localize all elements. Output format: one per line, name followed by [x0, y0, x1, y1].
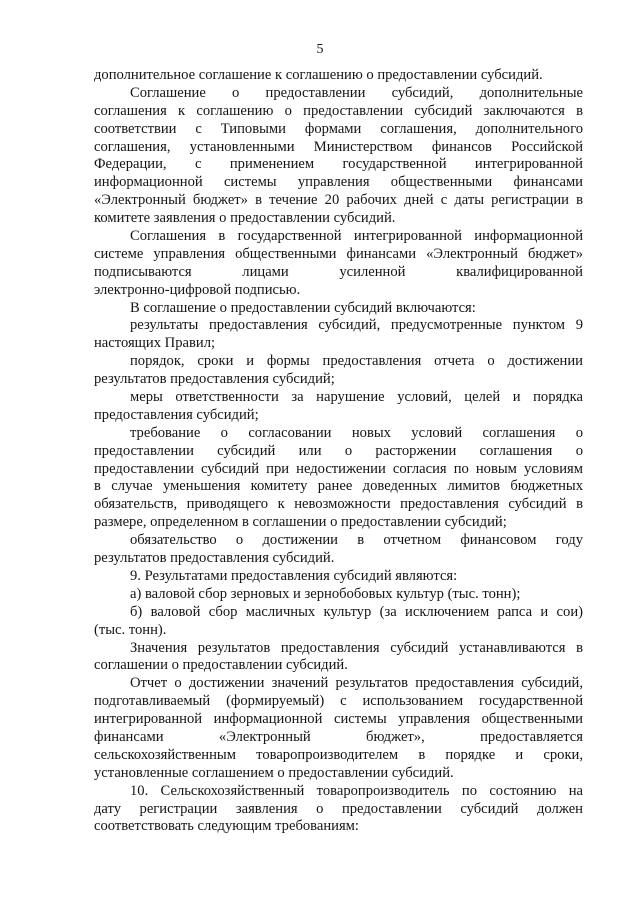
text-line: 9. Результатами предоставления субсидий являются:	[130, 567, 458, 584]
text-line: Соглашения в государственной интегрированной информационной	[130, 228, 583, 245]
text-line: соглашения к соглашению о предоставлении субсидий заключаются в	[94, 102, 583, 119]
text-line: финансами «Электронный бюджет», предоставляется	[94, 728, 583, 745]
text-line: сельскохозяйственным товаропроизводителем в порядке и сроки,	[94, 746, 583, 763]
text-line: в случае уменьшения комитету ранее доведенных лимитов бюджетных	[94, 478, 583, 495]
text-line: предоставления субсидий;	[94, 406, 259, 423]
text-line: предоставлении субсидий или о расторжении соглашения о	[94, 442, 583, 459]
text-line: порядок, сроки и формы предоставления отчета о достижении	[130, 353, 583, 370]
text-line: подписываются лицами усиленной квалифицированной	[94, 263, 583, 280]
document-body	[94, 67, 583, 836]
text-line: В соглашение о предоставлении субсидий включаются:	[130, 299, 476, 316]
text-line: информационной системы управления общественными финансами	[94, 174, 583, 191]
text-line: меры ответственности за нарушение условий, целей и порядка	[130, 389, 583, 406]
text-line: подготавливаемый (формируемый) с использованием государственной	[94, 693, 583, 710]
text-line: (тыс. тонн).	[94, 621, 167, 638]
text-line: Соглашение о предоставлении субсидий, дополнительные	[130, 84, 583, 101]
text-line: обязательств, приводящего к невозможности предоставления субсидий в	[94, 496, 583, 513]
text-line: требование о согласовании новых условий соглашения о	[130, 424, 583, 441]
text-line: результатов предоставления субсидий;	[94, 371, 335, 388]
text-line: размере, определенном в соглашении о предоставлении субсидий;	[94, 514, 507, 531]
text-line: комитете заявления о предоставлении субсидий.	[94, 210, 396, 227]
text-line: б) валовой сбор масличных культур (за исключением рапса и сои)	[130, 603, 583, 620]
text-line: соответствовать следующим требованиям:	[94, 818, 359, 835]
page-number: 5	[316, 42, 324, 57]
text-line: системе управления общественными финансами «Электронный бюджет»	[94, 245, 583, 262]
text-line: соответствии с Типовыми формами соглашения, дополнительного	[94, 120, 583, 137]
text-line: Федерации, с применением государственной интегрированной	[94, 156, 583, 173]
text-line: настоящих Правил;	[94, 335, 216, 352]
text-line: результаты предоставления субсидий, предусмотренные пунктом 9	[130, 317, 583, 334]
text-line: дату регистрации заявления о предоставлении субсидий должен	[94, 800, 583, 817]
text-line: дополнительное соглашение к соглашению о предоставлении субсидий.	[94, 67, 543, 83]
text-line: Отчет о достижении значений результатов предоставления субсидий,	[130, 675, 583, 692]
text-line: 10. Сельскохозяйственный товаропроизводитель по состоянию на	[130, 782, 583, 799]
text-line: соглашения, установленными Министерством финансов Российской	[94, 138, 583, 155]
text-line: «Электронный бюджет» в течение 20 рабочих дней с даты регистрации в	[94, 192, 583, 209]
text-line: а) валовой сбор зерновых и зернобобовых культур (тыс. тонн);	[130, 585, 521, 602]
text-line: предоставлении субсидий при недостижении согласия по новым условиям	[94, 460, 583, 477]
text-line: обязательство о достижении в отчетном финансовом году	[130, 532, 583, 549]
text-line: установленные соглашением о предоставлении субсидий.	[94, 764, 454, 781]
text-line: электронно-цифровой подписью.	[94, 281, 301, 298]
text-line: интегрированной информационной системы управления общественными	[94, 711, 583, 728]
text-line: соглашении о предоставлении субсидий.	[94, 657, 348, 674]
text-line: Значения результатов предоставления субсидий устанавливаются в	[130, 639, 583, 656]
text-line: результатов предоставления субсидий.	[94, 550, 335, 567]
